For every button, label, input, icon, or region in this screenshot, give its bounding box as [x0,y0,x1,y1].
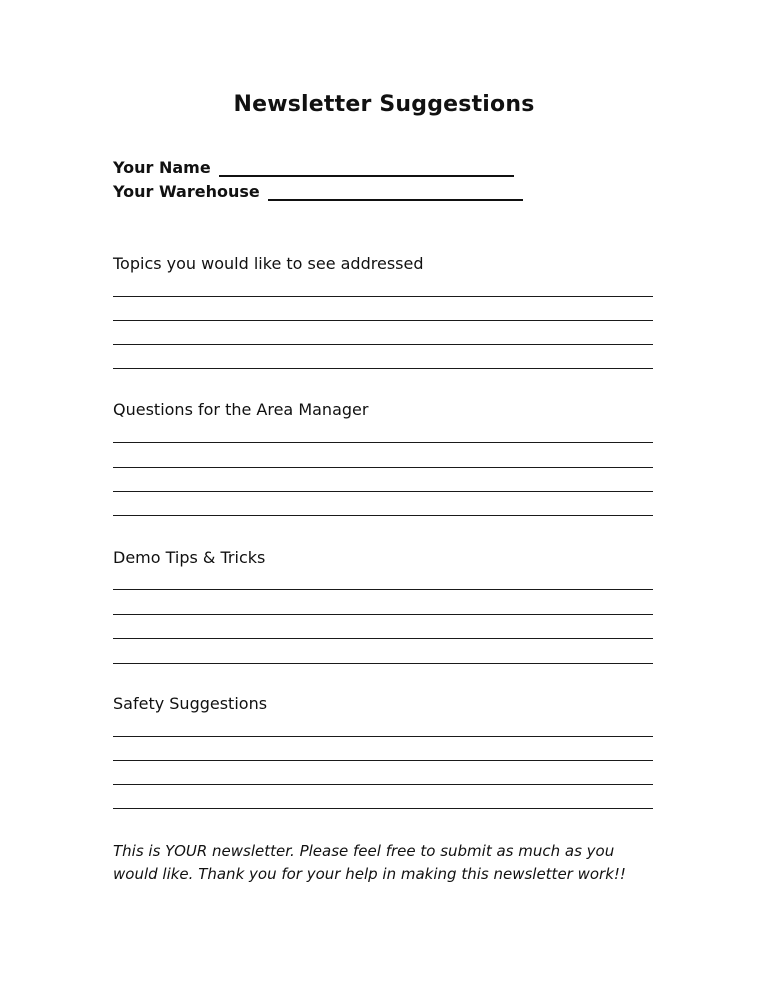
safety-write-line[interactable] [113,760,653,761]
questions-write-line[interactable] [113,467,653,468]
questions-write-line[interactable] [113,515,653,516]
your-name-field[interactable] [113,155,514,177]
your-name-label: Your Name [113,158,211,177]
page-title: Newsletter Suggestions [233,92,535,117]
topics-write-line[interactable] [113,368,653,369]
footer-note-line: This is YOUR newsletter. Please feel free to submit as much as you [113,842,615,860]
demo-tips-write-line[interactable] [113,614,653,615]
topics-write-line[interactable] [113,320,653,321]
safety-write-line[interactable] [113,736,653,737]
topics-write-line[interactable] [113,344,653,345]
safety-write-line[interactable] [113,784,653,785]
safety-write-line[interactable] [113,808,653,809]
questions-write-line[interactable] [113,491,653,492]
footer-note [113,840,673,886]
demo-tips-heading: Demo Tips & Tricks [113,548,266,567]
your-name-blank-line[interactable] [219,158,514,177]
footer-note-line: would like. Thank you for your help in making this newsletter work!! [113,865,626,883]
questions-heading: Questions for the Area Manager [113,400,369,419]
your-warehouse-field[interactable] [113,179,523,201]
your-warehouse-label: Your Warehouse [113,182,260,201]
topics-write-line[interactable] [113,296,653,297]
questions-write-line[interactable] [113,442,653,443]
topics-heading: Topics you would like to see addressed [113,254,424,273]
demo-tips-write-line[interactable] [113,663,653,664]
demo-tips-write-line[interactable] [113,638,653,639]
safety-heading: Safety Suggestions [113,694,268,713]
your-warehouse-blank-line[interactable] [268,182,523,201]
demo-tips-write-line[interactable] [113,589,653,590]
